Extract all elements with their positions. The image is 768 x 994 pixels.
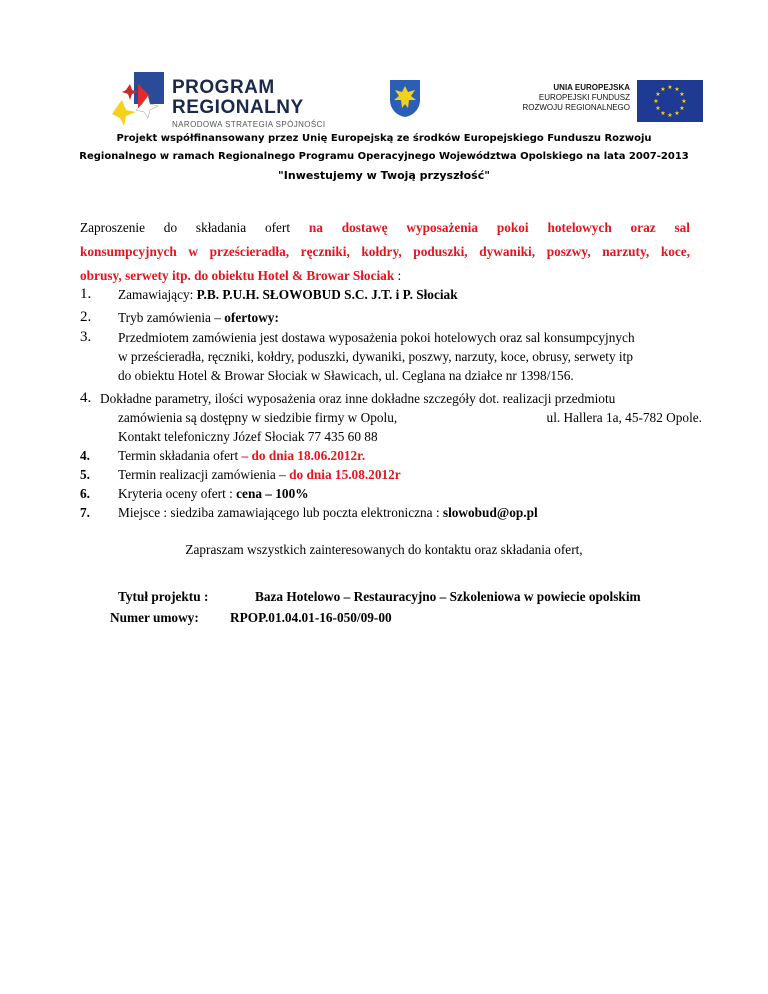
intro-suffix: : — [394, 268, 402, 283]
item-label: Miejsce : siedziba zamawiającego lub poczta elektroniczna : — [118, 505, 443, 520]
svg-text:★: ★ — [655, 105, 661, 112]
item-number: 1. — [80, 286, 92, 302]
svg-text:★: ★ — [667, 112, 673, 119]
item-number: 2. — [80, 309, 92, 325]
item-number: 4. — [80, 448, 90, 463]
submission-deadline: – do dnia 18.06.2012r. — [241, 448, 366, 463]
eu-logo-text — [508, 83, 630, 113]
eu-logo-line3: ROZWOJU REGIONALNEGO — [522, 103, 630, 112]
order-mode: ofertowy: — [224, 310, 279, 325]
program-logo-subtitle: NARODOWA STRATEGIA SPÓJNOŚCI — [172, 120, 326, 129]
item-number: 6. — [80, 486, 90, 501]
intro-paragraph — [80, 216, 690, 288]
item-label: Termin realizacji zamówienia – — [118, 467, 290, 482]
contract-number-value: RPOP.01.04.01-16-050/09-00 — [230, 610, 392, 625]
item-label: Tryb zamówienia – — [118, 310, 225, 325]
item-line-3: Kontakt telefoniczny Józef Słociak 77 435 60 88 — [118, 429, 378, 444]
item-line-1: Dokładne parametry, ilości wyposażenia oraz inne dokładne szczegóły dot. realizacji przedmiotu — [100, 391, 616, 406]
program-logo-line1: PROGRAM — [172, 77, 275, 98]
svg-text:★: ★ — [679, 91, 685, 98]
eu-logo-line2: EUROPEJSKI FUNDUSZ — [538, 93, 630, 102]
item-number: 4. — [80, 390, 92, 406]
item-line-2 — [118, 408, 702, 427]
list-item-5 — [80, 446, 700, 465]
contract-number-label: Numer umowy: — [110, 610, 199, 625]
email-link[interactable]: slowobud@op.pl — [442, 505, 538, 520]
svg-text:★: ★ — [660, 110, 666, 117]
list-item-8 — [80, 503, 700, 522]
cofinancing-line-1: Projekt współfinansowany przez Unię Europejską ze środków Europejskiego Funduszu Rozwoju — [116, 133, 652, 144]
evaluation-criteria: cena – 100% — [236, 486, 309, 501]
item-line-3: do obiektu Hotel & Browar Słociak w Sławicach, ul. Ceglana na działce nr 1398/156. — [118, 368, 574, 383]
motto: "Inwestujemy w Twoją przyszłość" — [278, 169, 490, 182]
project-title-label: Tytuł projektu : — [118, 589, 209, 604]
list-item-1 — [80, 285, 700, 304]
intro-prefix: Zaproszenie do składania ofert — [80, 220, 309, 235]
intro-red-1: na dostawę wyposażenia pokoi hotelowych oraz sal — [308, 220, 690, 235]
item-label: Kryteria oceny ofert : — [118, 486, 237, 501]
completion-deadline: do dnia 15.08.2012r — [289, 467, 401, 482]
project-title-value: Baza Hotelowo – Restauracyjno – Szkoleniowa w powiecie opolskim — [255, 589, 641, 604]
item-number: 7. — [80, 505, 90, 520]
closing-sentence: Zapraszam wszystkich zainteresowanych do kontaktu oraz składania ofert, — [185, 542, 583, 557]
list-item-2 — [80, 308, 700, 327]
program-regionalny-logo — [112, 70, 332, 130]
eu-flag-icon — [637, 80, 703, 122]
svg-text:★: ★ — [674, 110, 680, 117]
ordering-party: P.B. P.U.H. SŁOWOBUD S.C. J.T. i P. Słociak — [196, 287, 458, 302]
item-line-2b: ul. Hallera 1a, 45-782 Opole. — [546, 410, 702, 425]
svg-text:★: ★ — [681, 98, 687, 105]
list-item-7 — [80, 484, 700, 503]
svg-text:★: ★ — [679, 105, 685, 112]
program-regionalny-emblem-icon — [112, 70, 170, 132]
svg-text:★: ★ — [653, 98, 659, 105]
item-label: Zamawiający: — [118, 287, 197, 302]
cofinancing-line-2: Regionalnego w ramach Regionalnego Programu Operacyjnego Województwa Opolskiego na lata 2007-2013 — [79, 151, 689, 162]
list-item-3 — [80, 328, 700, 385]
intro-red-2: konsumpcyjnych w prześcieradła, ręczniki, kołdry, poduszki, dywaniki, poszwy, narzuty, koce, — [80, 244, 690, 259]
item-line-2: w prześcieradła, ręczniki, kołdry, poduszki, dywaniki, poszwy, narzuty, koce, obrusy, serwety itp — [118, 349, 633, 364]
list-item-6 — [80, 465, 700, 484]
svg-text:★: ★ — [655, 91, 661, 98]
opolskie-coat-of-arms-icon — [388, 78, 422, 118]
list-item-4 — [80, 389, 702, 446]
eu-logo-line1: UNIA EUROPEJSKA — [553, 83, 630, 92]
svg-text:★: ★ — [660, 86, 666, 93]
svg-text:★: ★ — [674, 86, 680, 93]
item-number: 5. — [80, 467, 90, 482]
intro-line-1 — [80, 216, 690, 240]
intro-red-3: obrusy, serwety itp. do obiektu Hotel & Browar Słociak — [80, 268, 395, 283]
svg-text:★: ★ — [667, 84, 673, 91]
item-line-2a: zamówienia są dostępny w siedzibie firmy w Opolu, — [118, 410, 398, 425]
item-line-1: Przedmiotem zamówienia jest dostawa wyposażenia pokoi hotelowych oraz sal konsumpcyjnych — [118, 330, 635, 345]
program-logo-line2: REGIONALNY — [172, 97, 304, 118]
item-label: Termin składania ofert — [118, 448, 242, 463]
item-number: 3. — [80, 329, 92, 345]
